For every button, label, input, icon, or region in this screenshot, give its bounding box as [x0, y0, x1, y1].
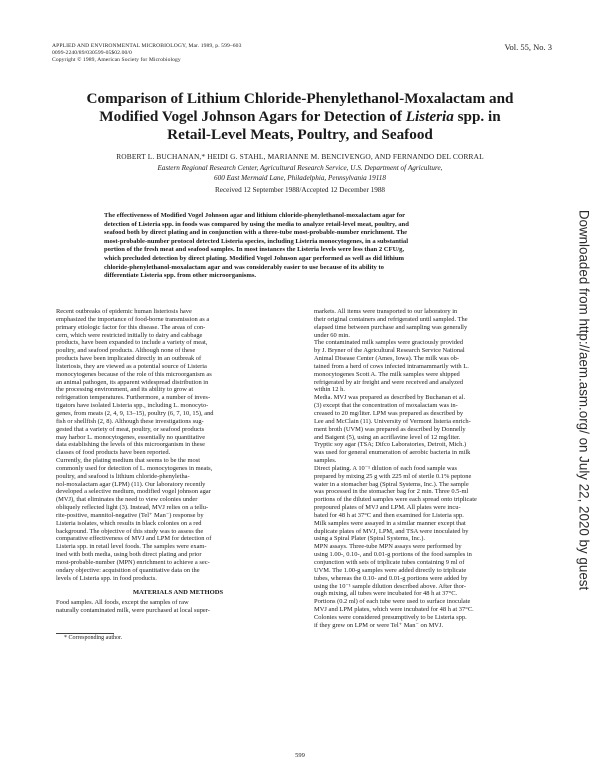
volume-number: Vol. 55, No. 3: [504, 42, 552, 52]
text-line: water in a stomacher bag (Spiral Systems, Inc.). The sample: [314, 480, 469, 488]
text-line: levels of Listeria spp. in food products.: [56, 574, 157, 582]
text-line: ough mixing, all tubes were incubated for 48 h at 37°C.: [314, 590, 458, 598]
text-line: Currently, the plating medium that seems to be the most: [56, 457, 201, 465]
text-line: ment broth (UVM) was prepared as described by Donnelly: [314, 425, 466, 433]
text-line: if they grew on LPM or were Tel⁺ Man⁻ on MVJ.: [314, 621, 444, 629]
text-line: Lee and McClain (11). University of Vermont listeria enrich-: [314, 417, 471, 425]
text-line: rite-positive, mannitol-negative (Tel⁺ Man⁻) response by: [56, 511, 204, 519]
text-line: markets. All items were transported to our laboratory in: [314, 308, 458, 315]
text-line: poultry, and seafood is lithium chloride-phenyletha-: [56, 472, 190, 480]
affiliation-line-1: Eastern Regional Research Center, Agricultural Research Service, U.S. Department of Agriculture,: [157, 164, 443, 172]
text-line: tained from a herd of cows infected intramammarily with L.: [314, 362, 469, 370]
abstract-line: detection of Listeria spp. in foods was compared by using the media to analyze retail-level meat, poultry, and: [104, 220, 409, 228]
text-line: using a Spiral Plater (Spiral Systems, Inc.).: [314, 535, 426, 543]
text-line: MPN assays. Three-tube MPN assays were performed by: [314, 543, 462, 551]
text-line: bated for 48 h at 37°C and then examined for Listeria spp.: [314, 511, 464, 519]
text-line: the processing environment, and its ability to grow at: [56, 386, 194, 394]
text-line: tubes, whereas the 0.10- and 0.01-g portions were added by: [314, 574, 468, 582]
text-line: their original containers and refrigerated until sampled. The: [314, 315, 468, 323]
abstract-line: which precluded detection by direct plating. Modified Vogel Johnson agar performed as well as did lithium: [104, 254, 405, 262]
abstract-line: differentiate Listeria spp. from other microorganisms.: [104, 272, 257, 280]
text-line: Tryptic soy agar (TSA; Difco Laboratories, Detroit, Mich.): [314, 441, 467, 449]
text-line: monocytogenes because of the role of this microorganism as: [56, 370, 212, 378]
article-title: [40, 90, 560, 144]
text-line: gested that a variety of meat, poultry, or seafood products: [56, 425, 205, 433]
text-line: primary etiologic factor for this disease. The areas of con-: [56, 323, 206, 331]
text-line: ined with both media, using both direct plating and prior: [56, 551, 202, 559]
text-line: creased to 20 mg/liter. LPM was prepared as described by: [314, 409, 464, 417]
abstract-line: The effectiveness of Modified Vogel Johnson agar and lithium chloride-phenylethanol-moxalactam agar for: [104, 212, 406, 219]
text-line: products, have been expanded to include a variety of meat,: [56, 339, 208, 347]
text-line: may harbor L. monocytogenes, essentially no quantitative: [56, 433, 206, 441]
text-line: Direct plating. A 10⁻¹ dilution of each food sample was: [314, 464, 457, 472]
text-line: and Baigent (5), using an acriflavine level of 12 mg/liter.: [314, 433, 461, 441]
text-line: using 1.00-, 0.10-, and 0.01-g portions of the food samples in: [314, 551, 472, 559]
download-watermark: [573, 105, 595, 695]
text-line: naturally contaminated milk, were purchased at local super-: [56, 607, 210, 615]
affiliation-line-2: 600 East Mermaid Lane, Philadelphia, Pennsylvania 19118: [214, 173, 386, 182]
text-line: obliquely reflected light (3). Instead, MVJ relies on a tellu-: [56, 504, 209, 512]
text-line: The contaminated milk samples were graciously provided: [314, 339, 464, 347]
text-line: Listeria spp. in retail level foods. The samples were exam-: [56, 543, 207, 551]
text-line: (MVJ), that eliminates the need to view colonies under: [56, 496, 198, 504]
journal-citation: APPLIED AND ENVIRONMENTAL MICROBIOLOGY, Mar. 1989, p. 599–603: [52, 43, 242, 49]
text-line: within 12 h.: [314, 386, 345, 394]
page-number: 599: [295, 752, 305, 759]
text-line: most-probable-number (MPN) enrichment to achieve a sec-: [56, 559, 210, 566]
text-line: Listeria isolates, which results in black colonies on a red: [56, 519, 202, 527]
text-line: cern, which were restricted initially to dairy and cabbage: [56, 331, 203, 339]
text-line: conjunction with sets of triplicate tubes containing 9 ml of: [314, 559, 465, 566]
author-list: ROBERT L. BUCHANAN,* HEIDI G. STAHL, MARIANNE M. BENCIVENGO, AND FERNANDO DEL CORRAL: [116, 152, 484, 161]
text-line: MVJ and LPM plates, which were incubated for 48 h at 37°C.: [314, 606, 474, 614]
text-line: refrigeration temperatures. Furthermore, a number of inves-: [56, 394, 211, 402]
journal-header: [52, 43, 352, 64]
text-line: prepared by mixing 25 g with 225 ml of sterile 0.1% peptone: [314, 472, 472, 480]
text-line: using the 10⁻¹ sample dilution described above. After thor-: [314, 582, 466, 590]
abstract-line: chloride-phenylethanol-moxalactam agar and was considerably easier to use because of its ability to: [104, 263, 384, 271]
title-line-2-part-c: spp. in: [453, 108, 501, 125]
journal-code: 0099-2240/89/030599-05$02.00/0: [52, 50, 132, 56]
text-line: Food samples. All foods, except the samples of raw: [56, 599, 189, 607]
title-line-2-part-a: Modified Vogel Johnson Agars for Detection of: [99, 108, 406, 125]
text-line: UVM. The 1.00-g samples were added directly to triplicate: [314, 566, 467, 574]
text-line: listeriosis, they are viewed as a potential source of Listeria: [56, 362, 207, 370]
text-line: an animal pathogen, its apparent widespread distribution in: [56, 378, 209, 386]
abstract-line: seafood both by direct plating and in conjunction with a three-tube most-probable-number enrichment. The: [104, 229, 408, 237]
title-line-3: Retail-Level Meats, Poultry, and Seafood: [167, 126, 433, 143]
text-line: products have been implicated directly in an outbreak of: [56, 355, 202, 363]
text-line: comparative effectiveness of MVJ and LPM for detection of: [56, 535, 212, 543]
text-line: portions of the diluted samples were each spread onto triplicate: [314, 496, 477, 504]
text-line: nol-moxalactam agar (LPM) (11). Our laboratory recently: [56, 480, 206, 488]
title-line-2: [40, 108, 560, 126]
text-line: background. The objective of this study was to assess the: [56, 527, 204, 535]
text-line: Colonies were considered presumptively to be Listeria spp.: [314, 613, 467, 621]
text-line: commonly used for detection of L. monocytogenes in meats,: [56, 464, 213, 472]
left-column: [56, 308, 300, 642]
text-line: samples.: [314, 457, 337, 465]
text-line: Milk samples were assayed in a similar manner except that: [314, 519, 466, 527]
text-line: emphasized the importance of food-borne transmission as a: [56, 315, 210, 323]
text-line: Media. MVJ was prepared as described by Buchanan et al.: [314, 394, 466, 402]
received-date: Received 12 September 1988/Accepted 12 December 1988: [214, 186, 386, 194]
text-line: duplicate plates of MVJ, LPM, and TSA were inoculated by: [314, 527, 469, 535]
title-genus: Listeria: [405, 108, 454, 125]
right-column: [314, 308, 558, 630]
text-line: Portions (0.2 ml) of each tube were used to surface inoculate: [314, 598, 471, 606]
text-line: tigators have isolated Listeria spp., including L. monocyto-: [56, 402, 209, 410]
footnote: * Corresponding author.: [64, 635, 123, 642]
text-line: classes of food products have been reported.: [56, 449, 171, 457]
copyright-notice: Copyright © 1989, American Society for Microbiology: [52, 57, 181, 63]
methods-text: [56, 599, 300, 615]
title-line-1: Comparison of Lithium Chloride-Phenylethanol-Moxalactam and: [86, 90, 514, 107]
text-line: ondary objective: acquisition of quantitative data on the: [56, 566, 200, 574]
introduction: [56, 308, 300, 583]
abstract-line: portion of the fresh meat and seafood samples. In most instances the Listeria levels were less than 2 CFU/g,: [104, 246, 405, 254]
text-line: by J. Bryner of the Agricultural Research Service National: [314, 347, 465, 355]
text-line: poultry, and seafood products. Although none of these: [56, 347, 196, 355]
text-line: fish or shellfish (2, 8). Although these investigations sug-: [56, 417, 204, 425]
text-line: Recent outbreaks of epidemic human listeriosis have: [56, 308, 192, 315]
abstract-line: most-probable-number protocol detected Listeria species, including Listeria monocytogenes, in a substantial: [104, 237, 409, 245]
text-line: (3) except that the concentration of moxalactam was in-: [314, 402, 458, 410]
text-line: elapsed time between purchase and sampling was generally: [314, 323, 468, 331]
text-line: under 60 min.: [314, 331, 350, 339]
text-line: was processed in the stomacher bag for 2 min. Three 0.5-ml: [314, 488, 469, 496]
text-line: monocytogenes Scott A. The milk samples were shipped: [314, 370, 460, 378]
text-line: prepoured plates of MVJ and LPM. All plates were incu-: [314, 504, 461, 512]
text-line: Animal Disease Center (Ames, Iowa). The milk was ob-: [314, 355, 460, 363]
text-line: developed a selective medium, modified vogel johnson agar: [56, 488, 211, 496]
text-line: refrigerated by air freight and were received and analyzed: [314, 378, 464, 386]
text-line: genes, from meats (2, 4, 9, 13–15), poultry (6, 7, 10, 15), and: [56, 409, 214, 417]
methods-heading: MATERIALS AND METHODS: [132, 588, 224, 596]
abstract: [104, 212, 492, 281]
watermark-text: Downloaded from http://aem.asm.org/ on July 22, 2020 by guest: [576, 209, 592, 591]
affiliation: [40, 164, 560, 183]
text-line: was used for general enumeration of aerobic bacteria in milk: [314, 449, 471, 457]
text-line: data establishing the levels of this microorganism in these: [56, 441, 205, 449]
